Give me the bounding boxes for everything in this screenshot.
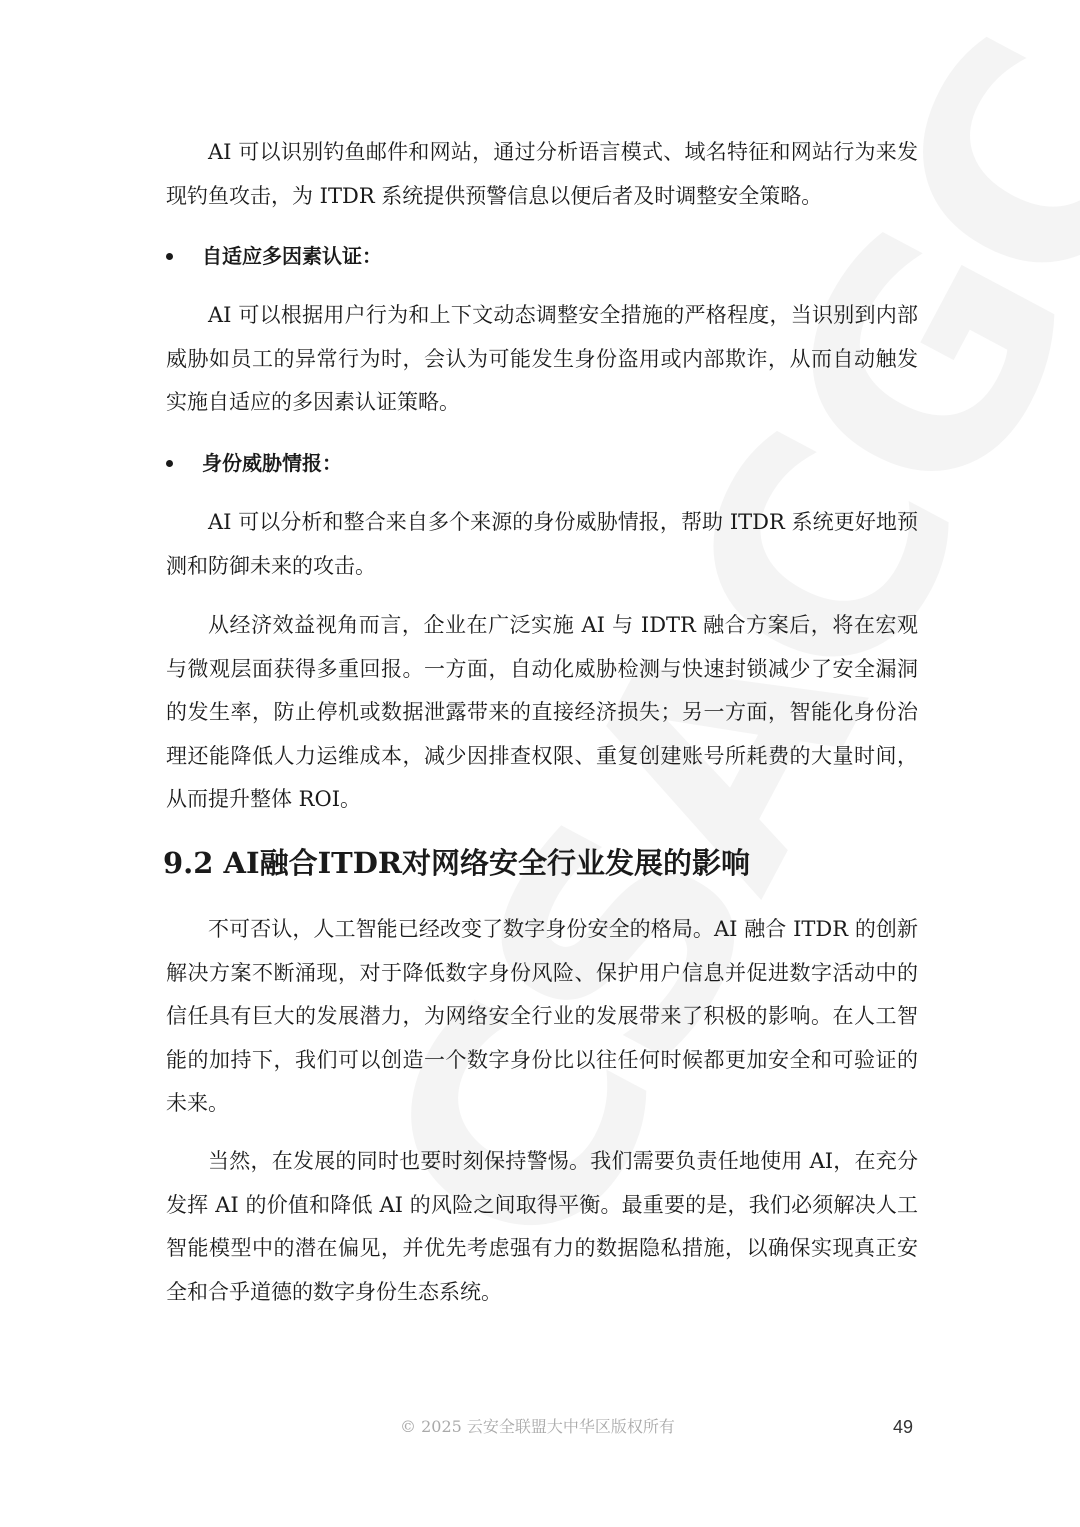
paragraph-phishing-detection: AI 可以识别钓鱼邮件和网站，通过分析语言模式、域名特征和网站行为来发现钓鱼攻击，为 ITDR 系统提供预警信息以便后者及时调整安全策略。 xyxy=(166,140,918,208)
paragraph-responsible-ai: 当然，在发展的同时也要时刻保持警惕。我们需要负责任地使用 AI，在充分发挥 AI 的价值和降低 AI 的风险之间取得平衡。最重要的是，我们必须解决人工智能模型中的潜在偏见，并优先考虑强有力的数据隐私措施，以确保实现真正安全和合乎道德的数字身份生态系统。 xyxy=(166,1149,918,1304)
section-heading: 9.2 AI融合ITDR对网络安全行业发展的影响 xyxy=(163,846,751,880)
paragraph-adaptive-mfa: AI 可以根据用户行为和上下文动态调整安全措施的严格程度，当识别到内部威胁如员工的异常行为时，会认为可能发生身份盗用或内部欺诈，从而自动触发实施自适应的多因素认证策略。 xyxy=(166,303,918,414)
page-number: 49 xyxy=(893,1417,914,1437)
bullet-label: 身份威胁情报： xyxy=(202,451,342,475)
bullet-label: 自适应多因素认证： xyxy=(202,244,382,268)
bullet-adaptive-mfa xyxy=(166,240,918,272)
paragraph-identity-threat-intel: AI 可以分析和整合来自多个来源的身份威胁情报，帮助 ITDR 系统更好地预测和防御未来的攻击。 xyxy=(166,510,918,578)
paragraph-economic-benefits: 从经济效益视角而言，企业在广泛实施 AI 与 IDTR 融合方案后，将在宏观与微观层面获得多重回报。一方面，自动化威胁检测与快速封锁减少了安全漏洞的发生率，防止停机或数据泄露带来的直接经济损失；另一方面，智能化身份治理还能降低人力运维成本，减少因排查权限、重复创建账号所耗费的大量时间，从而提升整体 ROI。 xyxy=(166,613,918,811)
bullet-icon xyxy=(166,460,173,467)
bullet-identity-threat-intel xyxy=(166,447,918,479)
bullet-icon xyxy=(166,253,173,260)
paragraph-ai-identity-landscape: 不可否认，人工智能已经改变了数字身份安全的格局。AI 融合 ITDR 的创新解决方案不断涌现，对于降低数字身份风险、保护用户信息并促进数字活动中的信任具有巨大的发展潜力，为网络安全行业的发展带来了积极的影响。在人工智能的加持下，我们可以创造一个数字身份比以往任何时候都更加安全和可验证的未来。 xyxy=(166,917,918,1115)
footer-copyright: © 2025 云安全联盟大中华区版权所有 xyxy=(400,1417,675,1436)
